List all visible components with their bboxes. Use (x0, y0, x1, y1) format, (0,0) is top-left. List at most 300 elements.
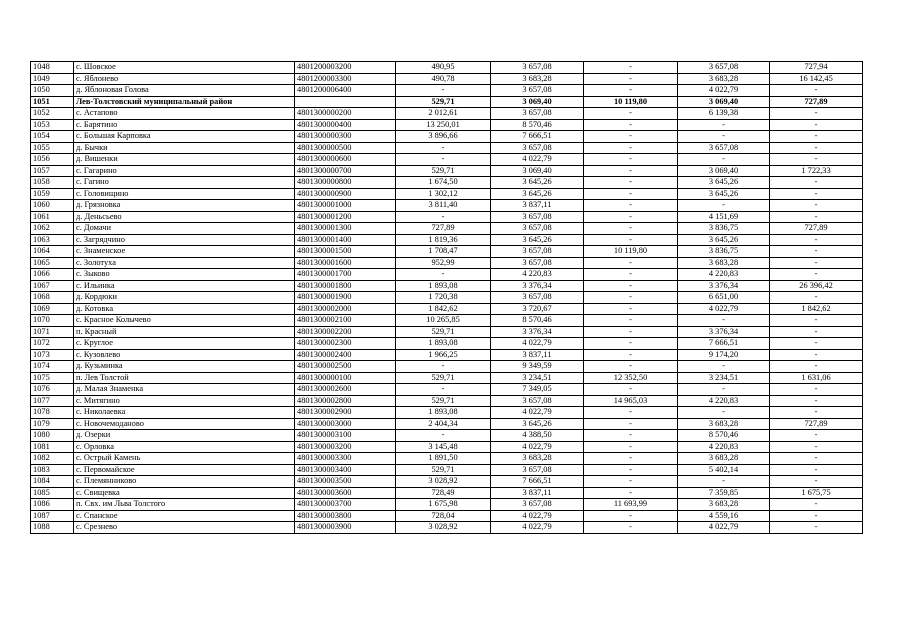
oktmo-code-cell: 4801300001900 (295, 292, 396, 304)
value-4-cell: 4 151,69 (678, 211, 770, 223)
value-2-cell: 9 349,59 (491, 361, 584, 373)
value-5-cell: - (770, 326, 863, 338)
value-2-cell: 3 657,08 (491, 499, 584, 511)
settlement-name-cell: с. Домачи (74, 223, 295, 235)
value-5-cell: 727,89 (770, 96, 863, 108)
value-4-cell: 7 359,85 (678, 487, 770, 499)
value-2-cell: 3 683,28 (491, 453, 584, 465)
row-number-cell: 1076 (31, 384, 74, 396)
value-2-cell: 3 069,40 (491, 165, 584, 177)
table-row (31, 303, 863, 315)
value-5-cell: - (770, 510, 863, 522)
settlement-name-cell: с. Свищевка (74, 487, 295, 499)
settlement-name-cell: д. Малая Знаменка (74, 384, 295, 396)
value-3-cell: 11 693,99 (584, 499, 678, 511)
value-2-cell: 3 837,11 (491, 200, 584, 212)
table-row (31, 395, 863, 407)
value-1-cell: 529,71 (396, 96, 491, 108)
oktmo-code-cell: 4801300003500 (295, 476, 396, 488)
value-5-cell: - (770, 441, 863, 453)
value-2-cell: 3 657,08 (491, 257, 584, 269)
settlement-name-cell: с. Большая Карповка (74, 131, 295, 143)
settlement-name-cell: с. Красное Колычево (74, 315, 295, 327)
value-3-cell: - (584, 476, 678, 488)
oktmo-code-cell: 4801200006400 (295, 85, 396, 97)
value-2-cell: 8 570,46 (491, 119, 584, 131)
table-row (31, 315, 863, 327)
value-5-cell: - (770, 154, 863, 166)
table-row (31, 476, 863, 488)
settlement-name-cell: п. Лев Толстой (74, 372, 295, 384)
value-4-cell: 4 220,83 (678, 269, 770, 281)
oktmo-code-cell: 4801300000100 (295, 372, 396, 384)
value-3-cell: - (584, 154, 678, 166)
value-4-cell: 3 683,28 (678, 499, 770, 511)
value-5-cell: - (770, 338, 863, 350)
settlement-name-cell: с. Золотуха (74, 257, 295, 269)
value-4-cell: 9 174,20 (678, 349, 770, 361)
value-1-cell: 2 404,34 (396, 418, 491, 430)
settlement-name-cell: с. Ильинка (74, 280, 295, 292)
table-row (31, 464, 863, 476)
value-4-cell: - (678, 200, 770, 212)
value-4-cell: 6 651,00 (678, 292, 770, 304)
value-2-cell: 3 376,34 (491, 326, 584, 338)
value-4-cell: 4 022,79 (678, 85, 770, 97)
value-5-cell: 1 842,62 (770, 303, 863, 315)
oktmo-code-cell: 4801300003000 (295, 418, 396, 430)
value-3-cell: - (584, 62, 678, 74)
value-4-cell: - (678, 315, 770, 327)
value-1-cell: 1 891,50 (396, 453, 491, 465)
value-3-cell: - (584, 292, 678, 304)
value-1-cell: 529,71 (396, 165, 491, 177)
oktmo-code-cell: 4801300001400 (295, 234, 396, 246)
value-2-cell: 4 022,79 (491, 154, 584, 166)
row-number-cell: 1074 (31, 361, 74, 373)
value-5-cell: - (770, 131, 863, 143)
value-2-cell: 4 220,83 (491, 269, 584, 281)
value-1-cell: 3 028,92 (396, 476, 491, 488)
oktmo-code-cell: 4801300000700 (295, 165, 396, 177)
row-number-cell: 1069 (31, 303, 74, 315)
row-number-cell: 1080 (31, 430, 74, 442)
value-4-cell: 6 139,38 (678, 108, 770, 120)
value-1-cell: 3 811,40 (396, 200, 491, 212)
row-number-cell: 1053 (31, 119, 74, 131)
value-3-cell: - (584, 430, 678, 442)
table-row (31, 119, 863, 131)
table-row (31, 407, 863, 419)
table-row (31, 62, 863, 74)
oktmo-code-cell: 4801200003200 (295, 62, 396, 74)
row-number-cell: 1088 (31, 522, 74, 534)
value-2-cell: 4 022,79 (491, 407, 584, 419)
value-1-cell: - (396, 211, 491, 223)
oktmo-code-cell: 4801300002900 (295, 407, 396, 419)
value-5-cell: - (770, 188, 863, 200)
settlement-name-cell: с. Загрядчино (74, 234, 295, 246)
settlement-name-cell: с. Срезнево (74, 522, 295, 534)
oktmo-code-cell: 4801300002500 (295, 361, 396, 373)
table-row (31, 188, 863, 200)
value-4-cell: 3 645,26 (678, 177, 770, 189)
value-3-cell: - (584, 487, 678, 499)
value-5-cell: - (770, 499, 863, 511)
table-row (31, 131, 863, 143)
value-1-cell: 728,04 (396, 510, 491, 522)
value-1-cell: 1 675,98 (396, 499, 491, 511)
value-3-cell: - (584, 441, 678, 453)
row-number-cell: 1056 (31, 154, 74, 166)
settlement-name-cell: д. Кузьминка (74, 361, 295, 373)
value-3-cell: - (584, 464, 678, 476)
value-3-cell: - (584, 177, 678, 189)
oktmo-code-cell: 4801300000400 (295, 119, 396, 131)
value-1-cell: 3 028,92 (396, 522, 491, 534)
table-row (31, 246, 863, 258)
value-3-cell: - (584, 223, 678, 235)
value-1-cell: - (396, 384, 491, 396)
value-3-cell: 12 352,50 (584, 372, 678, 384)
value-5-cell: - (770, 315, 863, 327)
value-3-cell: - (584, 211, 678, 223)
value-2-cell: 3 657,08 (491, 223, 584, 235)
value-3-cell: - (584, 200, 678, 212)
settlement-name-cell: с. Острый Камень (74, 453, 295, 465)
value-4-cell: 3 836,75 (678, 246, 770, 258)
value-3-cell: 14 965,03 (584, 395, 678, 407)
settlement-name-cell: д. Бычки (74, 142, 295, 154)
row-number-cell: 1073 (31, 349, 74, 361)
value-3-cell: - (584, 108, 678, 120)
value-3-cell: - (584, 349, 678, 361)
row-number-cell: 1087 (31, 510, 74, 522)
value-1-cell: 952,99 (396, 257, 491, 269)
value-1-cell: 1 893,08 (396, 280, 491, 292)
settlement-name-cell: д. Кордюки (74, 292, 295, 304)
row-number-cell: 1066 (31, 269, 74, 281)
value-2-cell: 3 837,11 (491, 349, 584, 361)
row-number-cell: 1083 (31, 464, 74, 476)
row-number-cell: 1061 (31, 211, 74, 223)
value-1-cell: 727,89 (396, 223, 491, 235)
row-number-cell: 1059 (31, 188, 74, 200)
value-4-cell: 8 570,46 (678, 430, 770, 442)
table-row (31, 522, 863, 534)
value-2-cell: 3 069,40 (491, 96, 584, 108)
value-4-cell: - (678, 119, 770, 131)
row-number-cell: 1068 (31, 292, 74, 304)
value-1-cell: 13 250,01 (396, 119, 491, 131)
value-2-cell: 4 388,50 (491, 430, 584, 442)
value-2-cell: 3 657,08 (491, 85, 584, 97)
table-row (31, 200, 863, 212)
value-4-cell: 3 836,75 (678, 223, 770, 235)
settlement-name-cell: д. Озерки (74, 430, 295, 442)
value-4-cell: 4 022,79 (678, 522, 770, 534)
value-2-cell: 8 570,46 (491, 315, 584, 327)
value-1-cell: - (396, 142, 491, 154)
settlement-name-cell: с. Астапово (74, 108, 295, 120)
row-number-cell: 1078 (31, 407, 74, 419)
value-3-cell: - (584, 326, 678, 338)
value-3-cell: - (584, 510, 678, 522)
value-3-cell: - (584, 315, 678, 327)
value-3-cell: - (584, 257, 678, 269)
settlement-name-cell: Лев-Толстовский муниципальный район (74, 96, 295, 108)
value-4-cell: 3 234,51 (678, 372, 770, 384)
value-3-cell: - (584, 234, 678, 246)
value-1-cell: 1 966,25 (396, 349, 491, 361)
oktmo-code-cell: 4801300001300 (295, 223, 396, 235)
settlement-name-cell: с. Племянниково (74, 476, 295, 488)
value-4-cell: 3 645,26 (678, 188, 770, 200)
oktmo-code-cell: 4801300000600 (295, 154, 396, 166)
row-number-cell: 1060 (31, 200, 74, 212)
value-3-cell: - (584, 73, 678, 85)
value-4-cell: 3 683,28 (678, 453, 770, 465)
value-1-cell: 1 708,47 (396, 246, 491, 258)
table-row (31, 510, 863, 522)
oktmo-code-cell: 4801300000900 (295, 188, 396, 200)
table-row (31, 453, 863, 465)
value-4-cell: - (678, 384, 770, 396)
value-1-cell: - (396, 430, 491, 442)
table-row (31, 372, 863, 384)
row-number-cell: 1070 (31, 315, 74, 327)
table-row-district-total (31, 96, 863, 108)
value-5-cell: - (770, 257, 863, 269)
value-3-cell: - (584, 361, 678, 373)
table-row (31, 165, 863, 177)
value-1-cell: 728,49 (396, 487, 491, 499)
row-number-cell: 1063 (31, 234, 74, 246)
value-5-cell: - (770, 177, 863, 189)
value-3-cell: - (584, 280, 678, 292)
value-1-cell: 2 012,61 (396, 108, 491, 120)
value-3-cell: - (584, 384, 678, 396)
oktmo-code-cell (295, 96, 396, 108)
oktmo-code-cell: 4801300003300 (295, 453, 396, 465)
oktmo-code-cell: 4801300003200 (295, 441, 396, 453)
value-4-cell: 3 683,28 (678, 418, 770, 430)
table-row (31, 73, 863, 85)
value-3-cell: - (584, 418, 678, 430)
value-5-cell: - (770, 292, 863, 304)
value-3-cell: 10 119,80 (584, 96, 678, 108)
row-number-cell: 1058 (31, 177, 74, 189)
settlement-name-cell: с. Николаевка (74, 407, 295, 419)
row-number-cell: 1052 (31, 108, 74, 120)
row-number-cell: 1049 (31, 73, 74, 85)
value-4-cell: 3 683,28 (678, 257, 770, 269)
value-1-cell: 490,95 (396, 62, 491, 74)
value-2-cell: 4 022,79 (491, 510, 584, 522)
value-1-cell: - (396, 269, 491, 281)
value-1-cell: 529,71 (396, 395, 491, 407)
row-number-cell: 1077 (31, 395, 74, 407)
value-1-cell: 1 674,50 (396, 177, 491, 189)
table-row (31, 223, 863, 235)
table-row (31, 292, 863, 304)
settlement-name-cell: д. Котовка (74, 303, 295, 315)
value-4-cell: 4 559,16 (678, 510, 770, 522)
value-5-cell: - (770, 430, 863, 442)
value-2-cell: 4 022,79 (491, 441, 584, 453)
settlement-name-cell: с. Первомайское (74, 464, 295, 476)
value-4-cell: 7 666,51 (678, 338, 770, 350)
value-4-cell: 3 657,08 (678, 142, 770, 154)
value-5-cell: - (770, 464, 863, 476)
value-5-cell: - (770, 142, 863, 154)
oktmo-code-cell: 4801300002000 (295, 303, 396, 315)
value-5-cell: - (770, 349, 863, 361)
value-3-cell: - (584, 85, 678, 97)
value-5-cell: - (770, 85, 863, 97)
settlement-name-cell: д. Грязновка (74, 200, 295, 212)
value-4-cell: - (678, 407, 770, 419)
settlement-name-cell: с. Орловка (74, 441, 295, 453)
value-2-cell: 3 683,28 (491, 73, 584, 85)
value-4-cell: 3 645,26 (678, 234, 770, 246)
row-number-cell: 1055 (31, 142, 74, 154)
value-2-cell: 3 645,26 (491, 234, 584, 246)
settlement-name-cell: с. Яблонево (74, 73, 295, 85)
value-4-cell: - (678, 476, 770, 488)
value-2-cell: 3 657,08 (491, 464, 584, 476)
value-2-cell: 3 657,08 (491, 395, 584, 407)
settlement-name-cell: с. Барятино (74, 119, 295, 131)
value-2-cell: 4 022,79 (491, 522, 584, 534)
value-1-cell: 3 145,48 (396, 441, 491, 453)
value-5-cell: - (770, 108, 863, 120)
value-4-cell: 3 657,08 (678, 62, 770, 74)
settlement-name-cell: с. Новочемоданово (74, 418, 295, 430)
value-5-cell: 1 631,06 (770, 372, 863, 384)
oktmo-code-cell: 4801300002100 (295, 315, 396, 327)
value-5-cell: - (770, 269, 863, 281)
value-4-cell: 3 376,34 (678, 280, 770, 292)
settlement-name-cell: п. Свх. им Льва Толстого (74, 499, 295, 511)
value-2-cell: 7 666,51 (491, 131, 584, 143)
oktmo-code-cell: 4801300000800 (295, 177, 396, 189)
row-number-cell: 1086 (31, 499, 74, 511)
value-5-cell: 727,89 (770, 223, 863, 235)
settlement-name-cell: с. Зыково (74, 269, 295, 281)
value-1-cell: 10 265,85 (396, 315, 491, 327)
value-1-cell: 529,71 (396, 326, 491, 338)
value-3-cell: - (584, 522, 678, 534)
value-5-cell: 16 142,45 (770, 73, 863, 85)
value-5-cell: - (770, 407, 863, 419)
value-4-cell: - (678, 361, 770, 373)
value-3-cell: - (584, 407, 678, 419)
value-3-cell: - (584, 142, 678, 154)
oktmo-code-cell: 4801300000300 (295, 131, 396, 143)
row-number-cell: 1065 (31, 257, 74, 269)
value-3-cell: 10 119,80 (584, 246, 678, 258)
value-4-cell: 4 220,83 (678, 395, 770, 407)
table-row (31, 499, 863, 511)
value-5-cell: - (770, 200, 863, 212)
value-5-cell: - (770, 453, 863, 465)
value-3-cell: - (584, 188, 678, 200)
value-4-cell: 4 022,79 (678, 303, 770, 315)
table-row (31, 338, 863, 350)
value-5-cell: 727,89 (770, 418, 863, 430)
value-3-cell: - (584, 165, 678, 177)
value-1-cell: - (396, 361, 491, 373)
settlement-name-cell: д. Вишенки (74, 154, 295, 166)
oktmo-code-cell: 4801300002600 (295, 384, 396, 396)
value-1-cell: 529,71 (396, 464, 491, 476)
row-number-cell: 1079 (31, 418, 74, 430)
value-4-cell: 3 069,40 (678, 165, 770, 177)
settlement-name-cell: д. Яблоновая Голова (74, 85, 295, 97)
value-1-cell: 490,78 (396, 73, 491, 85)
value-1-cell: 1 842,62 (396, 303, 491, 315)
value-2-cell: 3 376,34 (491, 280, 584, 292)
table-row (31, 487, 863, 499)
value-5-cell: - (770, 476, 863, 488)
value-5-cell: 1 675,75 (770, 487, 863, 499)
oktmo-code-cell: 4801300000500 (295, 142, 396, 154)
oktmo-code-cell: 4801300001200 (295, 211, 396, 223)
value-2-cell: 3 657,08 (491, 142, 584, 154)
table-row (31, 234, 863, 246)
table-row (31, 211, 863, 223)
value-1-cell: 1 893,08 (396, 407, 491, 419)
value-2-cell: 3 645,26 (491, 418, 584, 430)
row-number-cell: 1075 (31, 372, 74, 384)
oktmo-code-cell: 4801300000200 (295, 108, 396, 120)
value-2-cell: 3 657,08 (491, 246, 584, 258)
oktmo-code-cell: 4801300001800 (295, 280, 396, 292)
value-2-cell: 3 645,26 (491, 188, 584, 200)
row-number-cell: 1084 (31, 476, 74, 488)
value-2-cell: 7 666,51 (491, 476, 584, 488)
value-5-cell: 727,94 (770, 62, 863, 74)
value-2-cell: 3 657,08 (491, 292, 584, 304)
row-number-cell: 1064 (31, 246, 74, 258)
value-4-cell: - (678, 131, 770, 143)
oktmo-code-cell: 4801300003700 (295, 499, 396, 511)
oktmo-code-cell: 4801300002800 (295, 395, 396, 407)
value-2-cell: 3 657,08 (491, 108, 584, 120)
settlement-name-cell: с. Кузовлево (74, 349, 295, 361)
settlement-name-cell: с. Знаменское (74, 246, 295, 258)
table-row (31, 326, 863, 338)
value-2-cell: 3 657,08 (491, 211, 584, 223)
settlement-name-cell: с. Гагарино (74, 165, 295, 177)
value-3-cell: - (584, 303, 678, 315)
row-number-cell: 1054 (31, 131, 74, 143)
oktmo-code-cell: 4801300003900 (295, 522, 396, 534)
row-number-cell: 1051 (31, 96, 74, 108)
value-5-cell: - (770, 211, 863, 223)
oktmo-code-cell: 4801300003400 (295, 464, 396, 476)
value-1-cell: - (396, 154, 491, 166)
table-row (31, 142, 863, 154)
value-3-cell: - (584, 119, 678, 131)
table-row (31, 269, 863, 281)
table-row (31, 257, 863, 269)
table-row (31, 349, 863, 361)
row-number-cell: 1071 (31, 326, 74, 338)
oktmo-code-cell: 4801300001600 (295, 257, 396, 269)
value-5-cell: - (770, 522, 863, 534)
